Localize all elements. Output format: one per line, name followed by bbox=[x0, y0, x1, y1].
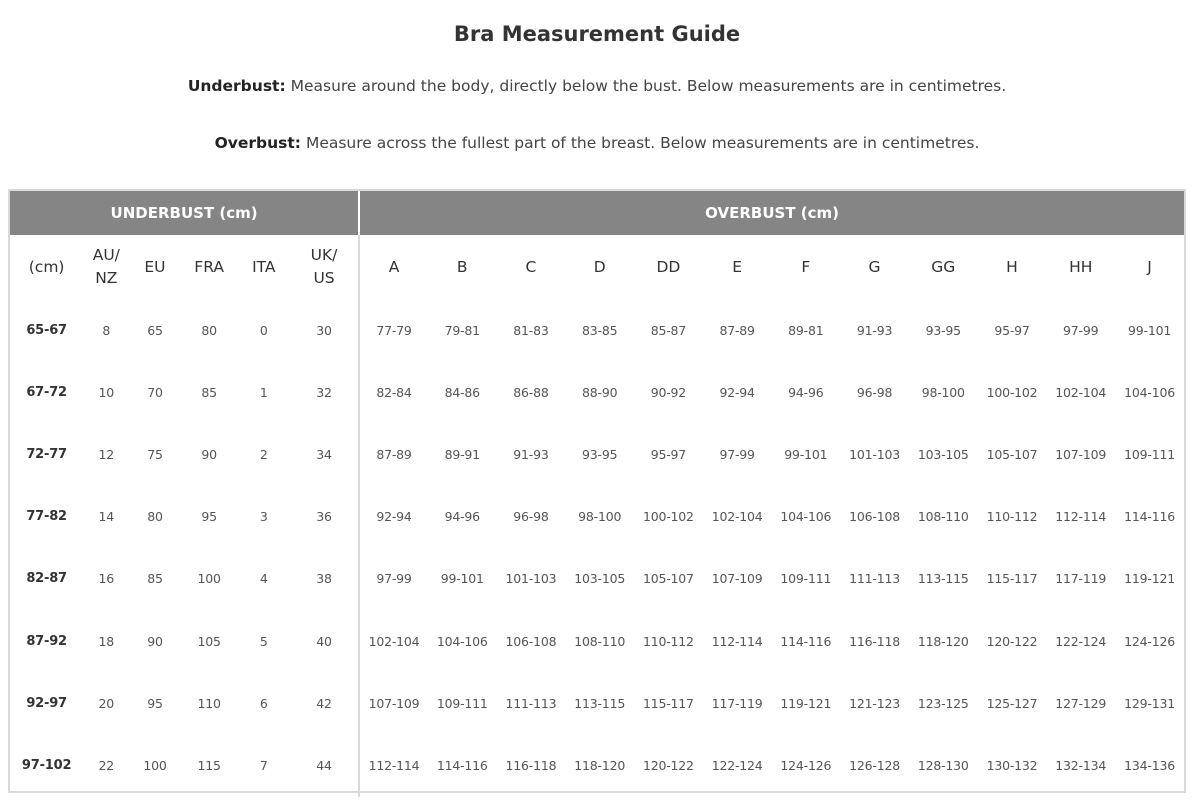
table-cell: 38 bbox=[290, 548, 359, 610]
table-cell: 115-117 bbox=[986, 571, 1038, 587]
table-cell: 85 bbox=[201, 384, 217, 400]
table-cell: 70 bbox=[147, 384, 163, 400]
table-row bbox=[10, 423, 1184, 485]
table-cell: 104-106 bbox=[780, 509, 832, 525]
table-cell: 113-115 bbox=[574, 695, 626, 711]
underbust-cm-cell: 67-72 bbox=[26, 384, 67, 400]
table-cell: 105-107 bbox=[986, 446, 1038, 462]
underbust-note bbox=[0, 77, 1194, 95]
page-title: Bra Measurement Guide bbox=[453, 22, 741, 46]
table-cell: 103-105 bbox=[917, 446, 969, 462]
table-cell: 18 bbox=[98, 633, 115, 649]
table-row bbox=[10, 361, 1184, 423]
table-cell: 109-111 bbox=[436, 695, 488, 711]
table-cell: 1 bbox=[259, 384, 268, 400]
table-cell: 0 bbox=[259, 322, 268, 338]
table-cell: 90-92 bbox=[650, 384, 687, 400]
table-row bbox=[10, 672, 1184, 734]
table-cell: 132-134 bbox=[1055, 757, 1107, 773]
table-cell: 124-126 bbox=[1124, 633, 1175, 649]
column-header: C bbox=[525, 257, 537, 276]
table-cell: 115-117 bbox=[642, 695, 694, 711]
table-cell: 122-124 bbox=[1055, 633, 1107, 649]
underbust-cm-cell: 87-92 bbox=[26, 633, 67, 649]
table-cell: 120-122 bbox=[642, 757, 694, 773]
table-cell: 88-90 bbox=[582, 384, 618, 400]
table-cell: 89-91 bbox=[444, 446, 480, 462]
column-header-row bbox=[10, 235, 1184, 299]
table-cell: 40 bbox=[290, 610, 359, 672]
table-cell: 98-100 bbox=[578, 509, 622, 525]
table-cell: 127-129 bbox=[1055, 695, 1107, 711]
table-cell: 5 bbox=[259, 633, 268, 649]
table-cell: 110-112 bbox=[642, 633, 694, 649]
underbust-note-label: Underbust: bbox=[187, 77, 286, 95]
table-cell: 34 bbox=[290, 423, 359, 485]
table-cell: 85-87 bbox=[650, 322, 687, 338]
table-cell: 117-119 bbox=[1055, 571, 1107, 587]
table-cell: 94-96 bbox=[444, 509, 480, 525]
table-cell: 122-124 bbox=[711, 757, 763, 773]
table-cell: 89-81 bbox=[788, 322, 824, 338]
overbust-note-text: Measure across the fullest part of the breast. Below measurements are in centimetres. bbox=[301, 134, 980, 152]
table-cell: 112-114 bbox=[711, 633, 763, 649]
underbust-cm-cell: 65-67 bbox=[26, 322, 67, 338]
table-cell: 109-111 bbox=[1124, 446, 1175, 462]
table-row bbox=[10, 548, 1184, 610]
table-cell: 91-93 bbox=[856, 322, 893, 338]
table-cell: 82-84 bbox=[376, 384, 412, 400]
table-cell: 110 bbox=[197, 695, 221, 711]
column-header: UK/ US bbox=[290, 235, 359, 299]
table-cell: 100 bbox=[143, 757, 167, 773]
table-cell: 107-109 bbox=[1055, 446, 1107, 462]
table-cell: 106-108 bbox=[505, 633, 557, 649]
table-cell: 115 bbox=[197, 757, 221, 773]
table-cell: 107-109 bbox=[711, 571, 763, 587]
table-cell: 117-119 bbox=[711, 695, 763, 711]
table-cell: 114-116 bbox=[436, 757, 488, 773]
table-cell: 85 bbox=[147, 571, 163, 587]
table-cell: 16 bbox=[98, 571, 115, 587]
table-cell: 104-106 bbox=[436, 633, 488, 649]
table-cell: 95-97 bbox=[650, 446, 687, 462]
table-cell: 79-81 bbox=[444, 322, 480, 338]
table-cell: 97-99 bbox=[719, 446, 755, 462]
table-cell: 104-106 bbox=[1124, 384, 1175, 400]
table-cell: 90 bbox=[147, 633, 163, 649]
underbust-cm-cell: 72-77 bbox=[26, 446, 67, 462]
table-cell: 105 bbox=[197, 633, 221, 649]
column-header: ITA bbox=[252, 257, 276, 276]
underbust-group-header: UNDERBUST (cm) bbox=[10, 191, 359, 235]
table-cell: 80 bbox=[147, 509, 163, 525]
table-cell: 100-102 bbox=[642, 509, 694, 525]
table-cell: 111-113 bbox=[505, 695, 557, 711]
table-cell: 81-83 bbox=[513, 322, 549, 338]
table-cell: 12 bbox=[98, 446, 115, 462]
table-cell: 99-101 bbox=[440, 571, 484, 587]
table-cell: 44 bbox=[290, 734, 359, 796]
table-cell: 101-103 bbox=[849, 446, 900, 462]
table-cell: 119-121 bbox=[780, 695, 832, 711]
table-cell: 42 bbox=[290, 672, 359, 734]
table-cell: 99-101 bbox=[784, 446, 828, 462]
overbust-note-label: Overbust: bbox=[214, 134, 302, 152]
table-cell: 112-114 bbox=[368, 757, 420, 773]
table-cell: 95 bbox=[147, 695, 163, 711]
table-cell: 126-128 bbox=[849, 757, 900, 773]
column-header: E bbox=[732, 257, 743, 276]
table-cell: 119-121 bbox=[1124, 571, 1175, 587]
size-table bbox=[10, 191, 1184, 797]
table-cell: 116-118 bbox=[849, 633, 900, 649]
table-row bbox=[10, 610, 1184, 672]
table-cell: 10 bbox=[98, 384, 115, 400]
table-cell: 124-126 bbox=[780, 757, 832, 773]
table-row bbox=[10, 299, 1184, 361]
table-cell: 92-94 bbox=[376, 509, 412, 525]
underbust-cm-cell: 92-97 bbox=[26, 695, 67, 711]
table-cell: 106-108 bbox=[849, 509, 900, 525]
table-cell: 95 bbox=[201, 509, 217, 525]
table-cell: 7 bbox=[259, 757, 268, 773]
table-cell: 22 bbox=[98, 757, 115, 773]
table-cell: 75 bbox=[147, 446, 163, 462]
table-cell: 113-115 bbox=[917, 571, 969, 587]
table-row bbox=[10, 486, 1184, 548]
column-header: AU/ NZ bbox=[92, 246, 120, 287]
column-header: (cm) bbox=[28, 257, 65, 276]
table-cell: 107-109 bbox=[368, 695, 420, 711]
table-cell: 105-107 bbox=[642, 571, 694, 587]
table-cell: 110-112 bbox=[986, 509, 1038, 525]
table-cell: 20 bbox=[98, 695, 115, 711]
table-cell: 4 bbox=[259, 571, 268, 587]
table-cell: 77-79 bbox=[376, 322, 412, 338]
table-cell: 100 bbox=[197, 571, 221, 587]
table-cell: 102-104 bbox=[1055, 384, 1107, 400]
table-cell: 2 bbox=[259, 446, 268, 462]
column-header: H bbox=[1006, 257, 1018, 276]
column-header: A bbox=[388, 257, 400, 276]
column-header: HH bbox=[1069, 257, 1093, 276]
table-cell: 36 bbox=[290, 486, 359, 548]
table-cell: 94-96 bbox=[788, 384, 824, 400]
table-cell: 98-100 bbox=[921, 384, 965, 400]
table-cell: 95-97 bbox=[994, 322, 1030, 338]
table-cell: 90 bbox=[201, 446, 217, 462]
table-cell: 32 bbox=[290, 361, 359, 423]
column-header: EU bbox=[144, 257, 166, 276]
column-header: GG bbox=[931, 257, 956, 276]
table-cell: 80 bbox=[201, 322, 217, 338]
table-body bbox=[10, 299, 1184, 797]
column-header: D bbox=[593, 257, 606, 276]
table-cell: 92-94 bbox=[719, 384, 755, 400]
table-cell: 83-85 bbox=[582, 322, 618, 338]
table-cell: 14 bbox=[98, 509, 115, 525]
underbust-cm-cell: 82-87 bbox=[26, 571, 67, 587]
column-header: FRA bbox=[194, 257, 224, 276]
table-cell: 111-113 bbox=[849, 571, 900, 587]
table-cell: 108-110 bbox=[574, 633, 626, 649]
column-header: B bbox=[456, 257, 468, 276]
table-cell: 109-111 bbox=[780, 571, 832, 587]
column-header: J bbox=[1147, 257, 1152, 276]
table-cell: 103-105 bbox=[574, 571, 626, 587]
table-cell: 93-95 bbox=[582, 446, 618, 462]
column-header: G bbox=[868, 257, 881, 276]
table-cell: 118-120 bbox=[574, 757, 626, 773]
table-cell: 3 bbox=[259, 509, 268, 525]
table-cell: 102-104 bbox=[711, 509, 763, 525]
underbust-cm-cell: 97-102 bbox=[21, 757, 72, 773]
table-cell: 86-88 bbox=[513, 384, 549, 400]
table-cell: 128-130 bbox=[917, 757, 969, 773]
column-header: DD bbox=[656, 257, 681, 276]
table-cell: 97-99 bbox=[1063, 322, 1099, 338]
table-cell: 87-89 bbox=[376, 446, 412, 462]
table-cell: 91-93 bbox=[513, 446, 549, 462]
table-cell: 102-104 bbox=[368, 633, 420, 649]
table-cell: 99-101 bbox=[1128, 322, 1172, 338]
table-cell: 84-86 bbox=[444, 384, 480, 400]
table-cell: 134-136 bbox=[1124, 757, 1175, 773]
size-table-container bbox=[8, 189, 1186, 793]
table-cell: 116-118 bbox=[505, 757, 557, 773]
table-cell: 96-98 bbox=[856, 384, 893, 400]
table-cell: 65 bbox=[147, 322, 163, 338]
overbust-group-header: OVERBUST (cm) bbox=[359, 191, 1184, 235]
table-cell: 130-132 bbox=[986, 757, 1038, 773]
table-cell: 125-127 bbox=[986, 695, 1038, 711]
table-cell: 6 bbox=[259, 695, 268, 711]
table-cell: 101-103 bbox=[505, 571, 557, 587]
table-cell: 97-99 bbox=[376, 571, 412, 587]
table-cell: 129-131 bbox=[1124, 695, 1175, 711]
table-cell: 120-122 bbox=[986, 633, 1038, 649]
table-cell: 112-114 bbox=[1055, 509, 1107, 525]
table-cell: 8 bbox=[102, 322, 111, 338]
table-cell: 100-102 bbox=[986, 384, 1038, 400]
table-row bbox=[10, 734, 1184, 796]
table-cell: 121-123 bbox=[849, 695, 900, 711]
table-cell: 96-98 bbox=[513, 509, 549, 525]
underbust-cm-cell: 77-82 bbox=[26, 509, 67, 525]
column-header: F bbox=[801, 257, 811, 276]
table-cell: 108-110 bbox=[917, 509, 969, 525]
table-cell: 118-120 bbox=[917, 633, 969, 649]
overbust-note bbox=[0, 134, 1194, 152]
table-cell: 114-116 bbox=[780, 633, 832, 649]
table-cell: 30 bbox=[290, 299, 359, 361]
table-cell: 123-125 bbox=[917, 695, 969, 711]
table-cell: 93-95 bbox=[925, 322, 961, 338]
table-cell: 114-116 bbox=[1124, 509, 1175, 525]
table-cell: 87-89 bbox=[719, 322, 755, 338]
underbust-note-text: Measure around the body, directly below the bust. Below measurements are in centimetres. bbox=[285, 77, 1007, 95]
